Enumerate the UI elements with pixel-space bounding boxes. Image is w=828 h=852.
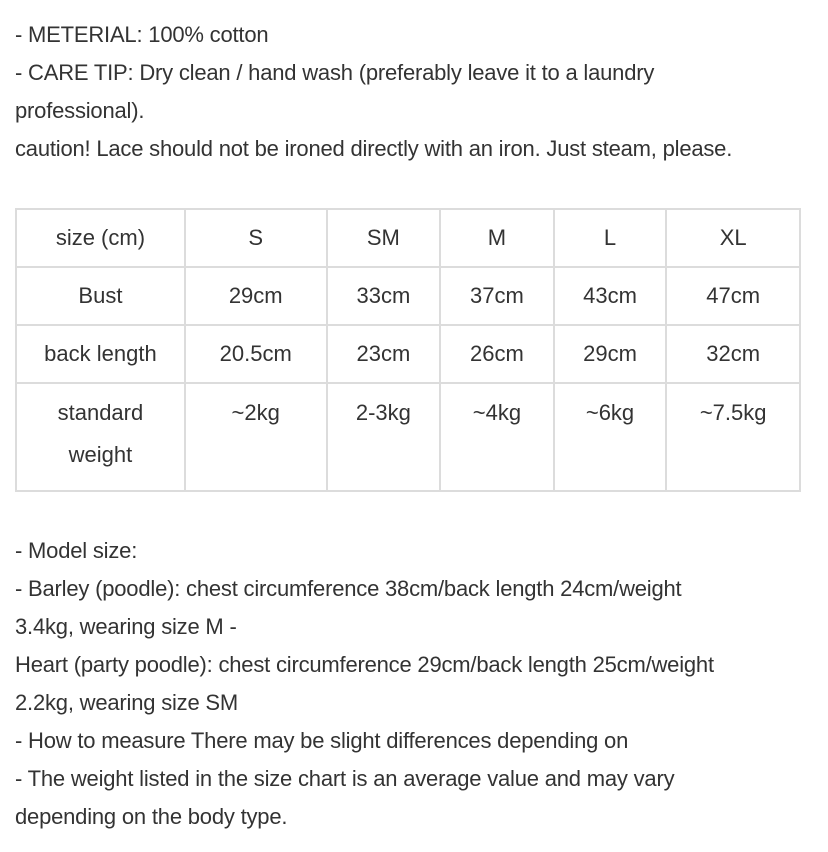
table-row-bust bbox=[16, 267, 800, 325]
row-label-line: standard bbox=[57, 400, 144, 425]
table-row-standard-weight bbox=[16, 383, 800, 491]
table-cell: 33cm bbox=[327, 267, 441, 325]
size-chart-table bbox=[15, 208, 801, 492]
header-cell: M bbox=[440, 209, 554, 267]
table-row-back-length bbox=[16, 325, 800, 383]
row-label-line: weight bbox=[68, 442, 133, 467]
table-cell: 37cm bbox=[440, 267, 554, 325]
table-cell: 2-3kg bbox=[327, 383, 441, 491]
table-cell: 29cm bbox=[185, 267, 327, 325]
model-size-notes bbox=[15, 532, 815, 836]
care-tip-line: - CARE TIP: Dry clean / hand wash (preferably leave it to a laundry bbox=[15, 60, 655, 85]
header-cell: SM bbox=[327, 209, 441, 267]
table-cell: 26cm bbox=[440, 325, 554, 383]
notes-line: - Barley (poodle): chest circumference 38cm/back length 24cm/weight bbox=[15, 576, 682, 601]
row-label bbox=[16, 383, 185, 491]
table-cell: ~4kg bbox=[440, 383, 554, 491]
table-cell: ~6kg bbox=[554, 383, 667, 491]
header-cell: L bbox=[554, 209, 667, 267]
care-tip-line-continued: professional). bbox=[15, 98, 145, 123]
table-cell: ~2kg bbox=[185, 383, 327, 491]
header-cell: S bbox=[185, 209, 327, 267]
table-cell: 47cm bbox=[666, 267, 800, 325]
table-header-row bbox=[16, 209, 800, 267]
table-cell: 29cm bbox=[554, 325, 667, 383]
table-cell: ~7.5kg bbox=[666, 383, 800, 491]
notes-line: - The weight listed in the size chart is an average value and may vary bbox=[15, 766, 675, 791]
notes-line: 3.4kg, wearing size M - bbox=[15, 614, 237, 639]
table-cell: 32cm bbox=[666, 325, 800, 383]
care-info bbox=[15, 16, 815, 168]
header-cell: XL bbox=[666, 209, 800, 267]
table-cell: 23cm bbox=[327, 325, 441, 383]
caution-line: caution! Lace should not be ironed directly with an iron. Just steam, please. bbox=[15, 136, 733, 161]
row-label: back length bbox=[16, 325, 185, 383]
notes-line: 2.2kg, wearing size SM bbox=[15, 690, 239, 715]
notes-line: - How to measure There may be slight differences depending on bbox=[15, 728, 629, 753]
material-line: - METERIAL: 100% cotton bbox=[15, 22, 269, 47]
notes-line: Heart (party poodle): chest circumference 29cm/back length 25cm/weight bbox=[15, 652, 714, 677]
notes-line: depending on the body type. bbox=[15, 804, 288, 829]
table-cell: 20.5cm bbox=[185, 325, 327, 383]
notes-line: - Model size: bbox=[15, 538, 138, 563]
row-label: Bust bbox=[16, 267, 185, 325]
header-cell: size (cm) bbox=[16, 209, 185, 267]
table-cell: 43cm bbox=[554, 267, 667, 325]
